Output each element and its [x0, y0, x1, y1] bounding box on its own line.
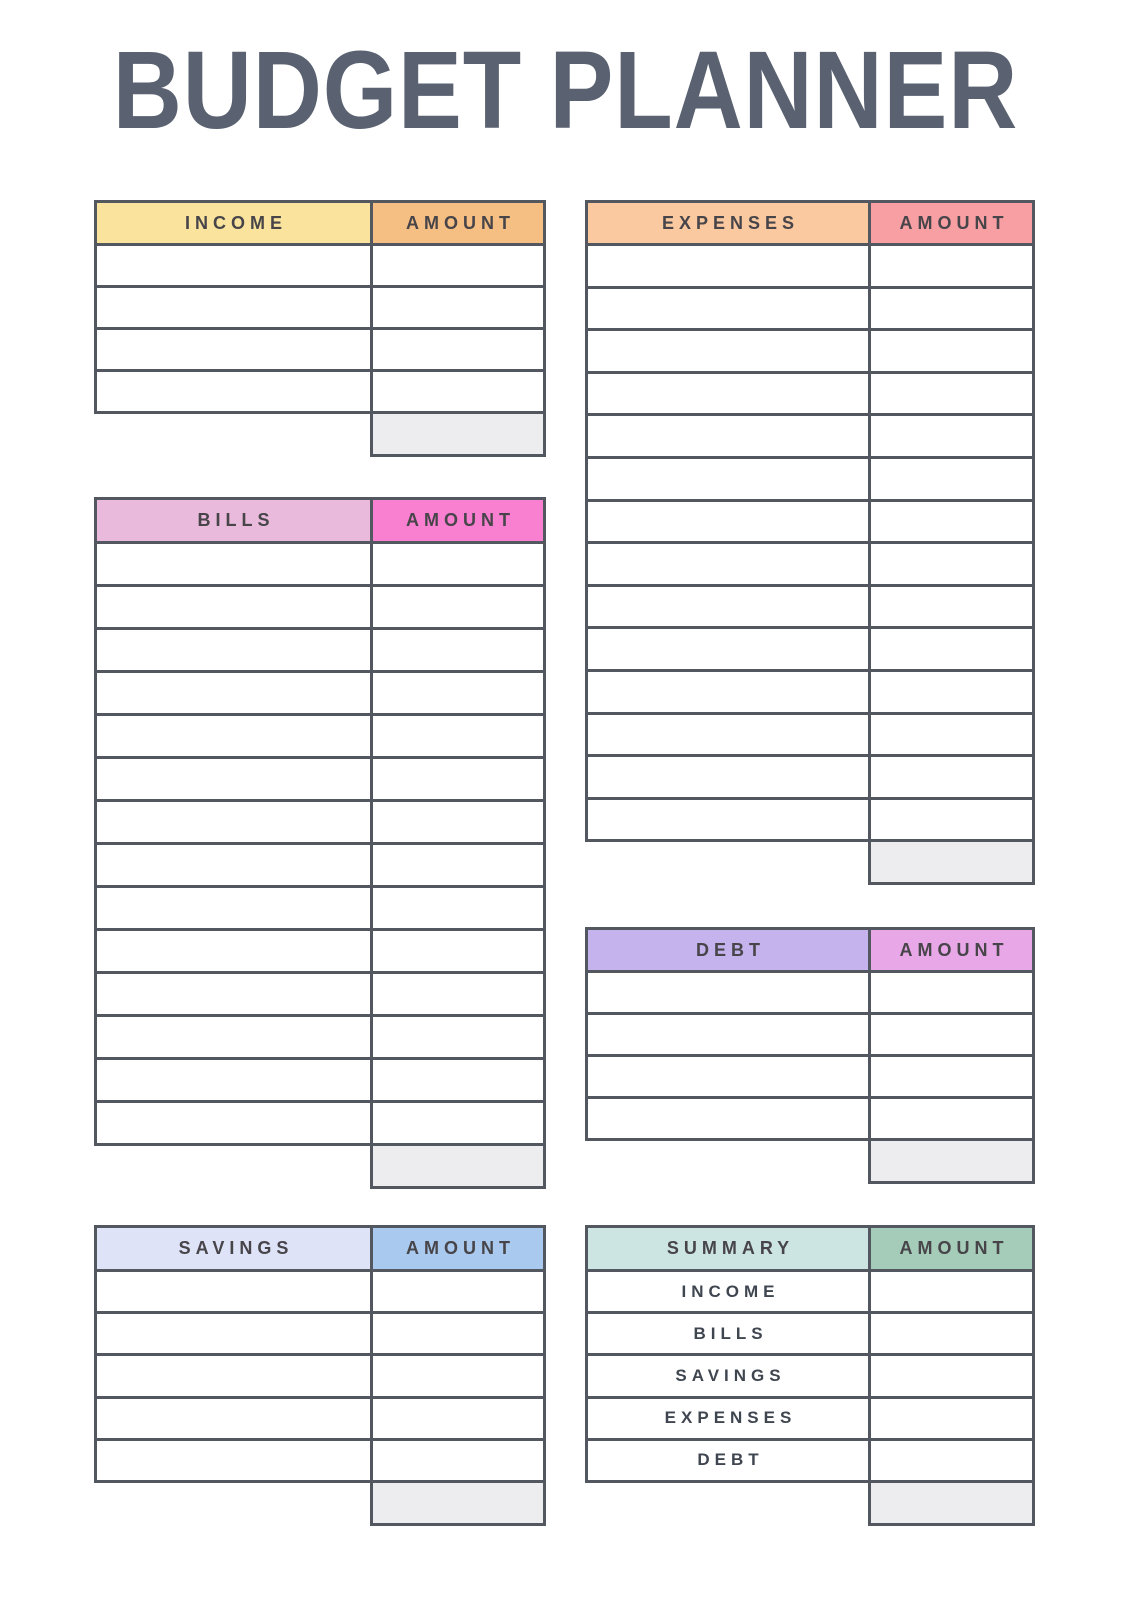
summary-row-2-amount-cell[interactable] [868, 1314, 1032, 1353]
income-row-4-name-cell[interactable] [97, 372, 370, 411]
expenses-row-14-amount-cell[interactable] [868, 800, 1032, 840]
income-amount-header: AMOUNT [370, 203, 543, 243]
savings-row-1-name-cell[interactable] [97, 1272, 370, 1311]
expenses-row-14 [588, 797, 1032, 840]
debt-row-2-amount-cell[interactable] [868, 1015, 1032, 1054]
bills-row-7-amount-cell[interactable] [370, 802, 543, 842]
bills-row-8-name-cell[interactable] [97, 845, 370, 885]
income-table [94, 200, 546, 457]
expenses-row-10-name-cell[interactable] [588, 629, 868, 669]
expenses-row-1-amount-cell[interactable] [868, 246, 1032, 286]
bills-row-14 [97, 1100, 543, 1143]
expenses-row-5-amount-cell[interactable] [868, 416, 1032, 456]
debt-amount-header: AMOUNT [868, 930, 1032, 970]
expenses-row-6-name-cell[interactable] [588, 459, 868, 499]
expenses-row-14-name-cell[interactable] [588, 800, 868, 840]
bills-row-10 [97, 928, 543, 971]
expenses-row-3-amount-cell[interactable] [868, 331, 1032, 371]
expenses-row-13 [588, 754, 1032, 797]
summary-row-income-label: INCOME [588, 1272, 868, 1311]
expenses-row-11 [588, 669, 1032, 712]
bills-table [94, 497, 546, 1189]
bills-row-5-amount-cell[interactable] [370, 716, 543, 756]
bills-header-row [97, 500, 543, 541]
summary-row-5 [588, 1438, 1032, 1480]
savings-row-1-amount-cell[interactable] [370, 1272, 543, 1311]
summary-row-5-amount-cell[interactable] [868, 1441, 1032, 1480]
summary-row-savings-label: SAVINGS [588, 1356, 868, 1395]
income-row-1-amount-cell[interactable] [370, 246, 543, 285]
bills-row-12-amount-cell[interactable] [370, 1017, 543, 1057]
summary-row-bills-label: BILLS [588, 1314, 868, 1353]
income-row-4-amount-cell[interactable] [370, 372, 543, 411]
bills-row-7 [97, 799, 543, 842]
savings-row-3-name-cell[interactable] [97, 1356, 370, 1395]
income-total-cell[interactable] [370, 414, 546, 457]
expenses-row-2 [588, 286, 1032, 329]
expenses-header: EXPENSES [588, 203, 868, 243]
summary-header-row [588, 1228, 1032, 1269]
savings-row-2-amount-cell[interactable] [370, 1314, 543, 1353]
debt-header: DEBT [588, 930, 868, 970]
savings-grid [94, 1225, 546, 1483]
bills-row-11 [97, 971, 543, 1014]
bills-row-6 [97, 756, 543, 799]
expenses-row-1-name-cell[interactable] [588, 246, 868, 286]
bills-total-cell[interactable] [370, 1146, 546, 1189]
summary-row-3-amount-cell[interactable] [868, 1356, 1032, 1395]
expenses-total-cell[interactable] [868, 842, 1035, 885]
bills-grid [94, 497, 546, 1146]
bills-row-8-amount-cell[interactable] [370, 845, 543, 885]
summary-row-4-amount-cell[interactable] [868, 1399, 1032, 1438]
bills-row-10-name-cell[interactable] [97, 931, 370, 971]
debt-header-row [588, 930, 1032, 970]
expenses-row-1 [588, 243, 1032, 286]
bills-row-12 [97, 1014, 543, 1057]
expenses-row-11-amount-cell[interactable] [868, 672, 1032, 712]
expenses-row-7-amount-cell[interactable] [868, 502, 1032, 542]
summary-header: SUMMARY [588, 1228, 868, 1269]
expenses-row-2-amount-cell[interactable] [868, 289, 1032, 329]
savings-row-5-amount-cell[interactable] [370, 1441, 543, 1480]
expenses-row-9-amount-cell[interactable] [868, 587, 1032, 627]
savings-row-3-amount-cell[interactable] [370, 1356, 543, 1395]
bills-row-1-name-cell[interactable] [97, 544, 370, 584]
expenses-row-13-amount-cell[interactable] [868, 757, 1032, 797]
bills-row-8 [97, 842, 543, 885]
bills-row-9 [97, 885, 543, 928]
summary-amount-header: AMOUNT [868, 1228, 1032, 1269]
expenses-row-7-name-cell[interactable] [588, 502, 868, 542]
income-header: INCOME [97, 203, 370, 243]
expenses-row-11-name-cell[interactable] [588, 672, 868, 712]
bills-row-10-amount-cell[interactable] [370, 931, 543, 971]
expenses-row-13-name-cell[interactable] [588, 757, 868, 797]
bills-row-1-amount-cell[interactable] [370, 544, 543, 584]
summary-row-expenses-label: EXPENSES [588, 1399, 868, 1438]
debt-row-2 [588, 1012, 1032, 1054]
expenses-row-3 [588, 328, 1032, 371]
savings-total-cell[interactable] [370, 1483, 546, 1526]
savings-header: SAVINGS [97, 1228, 370, 1269]
bills-header: BILLS [97, 500, 370, 541]
income-row-2-amount-cell[interactable] [370, 288, 543, 327]
expenses-header-row [588, 203, 1032, 243]
debt-grid [585, 927, 1035, 1141]
page-title: BUDGET PLANNER [112, 29, 1019, 152]
income-row-2 [97, 285, 543, 327]
debt-row-4-name-cell[interactable] [588, 1099, 868, 1138]
summary-row-1 [588, 1269, 1032, 1311]
summary-table [585, 1225, 1035, 1526]
debt-row-3 [588, 1054, 1032, 1096]
expenses-row-12-name-cell[interactable] [588, 715, 868, 755]
savings-amount-header: AMOUNT [370, 1228, 543, 1269]
bills-row-14-name-cell[interactable] [97, 1103, 370, 1143]
expenses-row-4-amount-cell[interactable] [868, 374, 1032, 414]
expenses-row-12-amount-cell[interactable] [868, 715, 1032, 755]
bills-row-2 [97, 584, 543, 627]
bills-row-4-name-cell[interactable] [97, 673, 370, 713]
expenses-row-5 [588, 413, 1032, 456]
bills-row-6-name-cell[interactable] [97, 759, 370, 799]
bills-row-12-name-cell[interactable] [97, 1017, 370, 1057]
savings-row-2 [97, 1311, 543, 1353]
bills-row-1 [97, 541, 543, 584]
expenses-row-12 [588, 712, 1032, 755]
debt-table [585, 927, 1035, 1184]
debt-row-2-name-cell[interactable] [588, 1015, 868, 1054]
expenses-row-4-name-cell[interactable] [588, 374, 868, 414]
expenses-amount-header: AMOUNT [868, 203, 1032, 243]
bills-row-3-amount-cell[interactable] [370, 630, 543, 670]
summary-row-1-amount-cell[interactable] [868, 1272, 1032, 1311]
summary-total-cell[interactable] [868, 1483, 1035, 1526]
summary-row-4 [588, 1396, 1032, 1438]
expenses-row-8-amount-cell[interactable] [868, 544, 1032, 584]
bills-row-14-amount-cell[interactable] [370, 1103, 543, 1143]
expenses-row-6 [588, 456, 1032, 499]
income-header-row [97, 203, 543, 243]
bills-row-13-name-cell[interactable] [97, 1060, 370, 1100]
income-row-3 [97, 327, 543, 369]
expenses-row-7 [588, 499, 1032, 542]
expenses-row-4 [588, 371, 1032, 414]
expenses-row-10-amount-cell[interactable] [868, 629, 1032, 669]
debt-total-cell[interactable] [868, 1141, 1035, 1184]
debt-row-1-name-cell[interactable] [588, 973, 868, 1012]
bills-row-3-name-cell[interactable] [97, 630, 370, 670]
savings-row-5-name-cell[interactable] [97, 1441, 370, 1480]
income-row-1 [97, 243, 543, 285]
expenses-row-8-name-cell[interactable] [588, 544, 868, 584]
income-row-1-name-cell[interactable] [97, 246, 370, 285]
bills-row-4-amount-cell[interactable] [370, 673, 543, 713]
expenses-row-6-amount-cell[interactable] [868, 459, 1032, 499]
debt-row-4 [588, 1096, 1032, 1138]
bills-row-13 [97, 1057, 543, 1100]
expenses-row-3-name-cell[interactable] [588, 331, 868, 371]
income-row-3-amount-cell[interactable] [370, 330, 543, 369]
savings-table [94, 1225, 546, 1526]
income-row-3-name-cell[interactable] [97, 330, 370, 369]
bills-row-11-amount-cell[interactable] [370, 974, 543, 1014]
expenses-row-10 [588, 626, 1032, 669]
summary-row-2 [588, 1311, 1032, 1353]
savings-row-4-name-cell[interactable] [97, 1399, 370, 1438]
debt-row-1-amount-cell[interactable] [868, 973, 1032, 1012]
savings-header-row [97, 1228, 543, 1269]
expenses-row-8 [588, 541, 1032, 584]
bills-row-9-name-cell[interactable] [97, 888, 370, 928]
bills-row-2-name-cell[interactable] [97, 587, 370, 627]
expenses-row-9 [588, 584, 1032, 627]
bills-amount-header: AMOUNT [370, 500, 543, 541]
savings-row-2-name-cell[interactable] [97, 1314, 370, 1353]
summary-grid [585, 1225, 1035, 1483]
savings-row-4-amount-cell[interactable] [370, 1399, 543, 1438]
bills-row-9-amount-cell[interactable] [370, 888, 543, 928]
bills-row-6-amount-cell[interactable] [370, 759, 543, 799]
expenses-row-2-name-cell[interactable] [588, 289, 868, 329]
bills-row-11-name-cell[interactable] [97, 974, 370, 1014]
expenses-table [585, 200, 1035, 885]
bills-row-5 [97, 713, 543, 756]
bills-row-2-amount-cell[interactable] [370, 587, 543, 627]
expenses-row-9-name-cell[interactable] [588, 587, 868, 627]
bills-row-3 [97, 627, 543, 670]
income-row-2-name-cell[interactable] [97, 288, 370, 327]
bills-row-13-amount-cell[interactable] [370, 1060, 543, 1100]
expenses-grid [585, 200, 1035, 842]
savings-row-1 [97, 1269, 543, 1311]
savings-row-4 [97, 1396, 543, 1438]
bills-row-7-name-cell[interactable] [97, 802, 370, 842]
income-grid [94, 200, 546, 414]
debt-row-1 [588, 970, 1032, 1012]
summary-row-debt-label: DEBT [588, 1441, 868, 1480]
income-row-4 [97, 369, 543, 411]
bills-row-4 [97, 670, 543, 713]
debt-row-3-name-cell[interactable] [588, 1057, 868, 1096]
savings-row-3 [97, 1353, 543, 1395]
bills-row-5-name-cell[interactable] [97, 716, 370, 756]
savings-row-5 [97, 1438, 543, 1480]
debt-row-4-amount-cell[interactable] [868, 1099, 1032, 1138]
debt-row-3-amount-cell[interactable] [868, 1057, 1032, 1096]
expenses-row-5-name-cell[interactable] [588, 416, 868, 456]
summary-row-3 [588, 1353, 1032, 1395]
